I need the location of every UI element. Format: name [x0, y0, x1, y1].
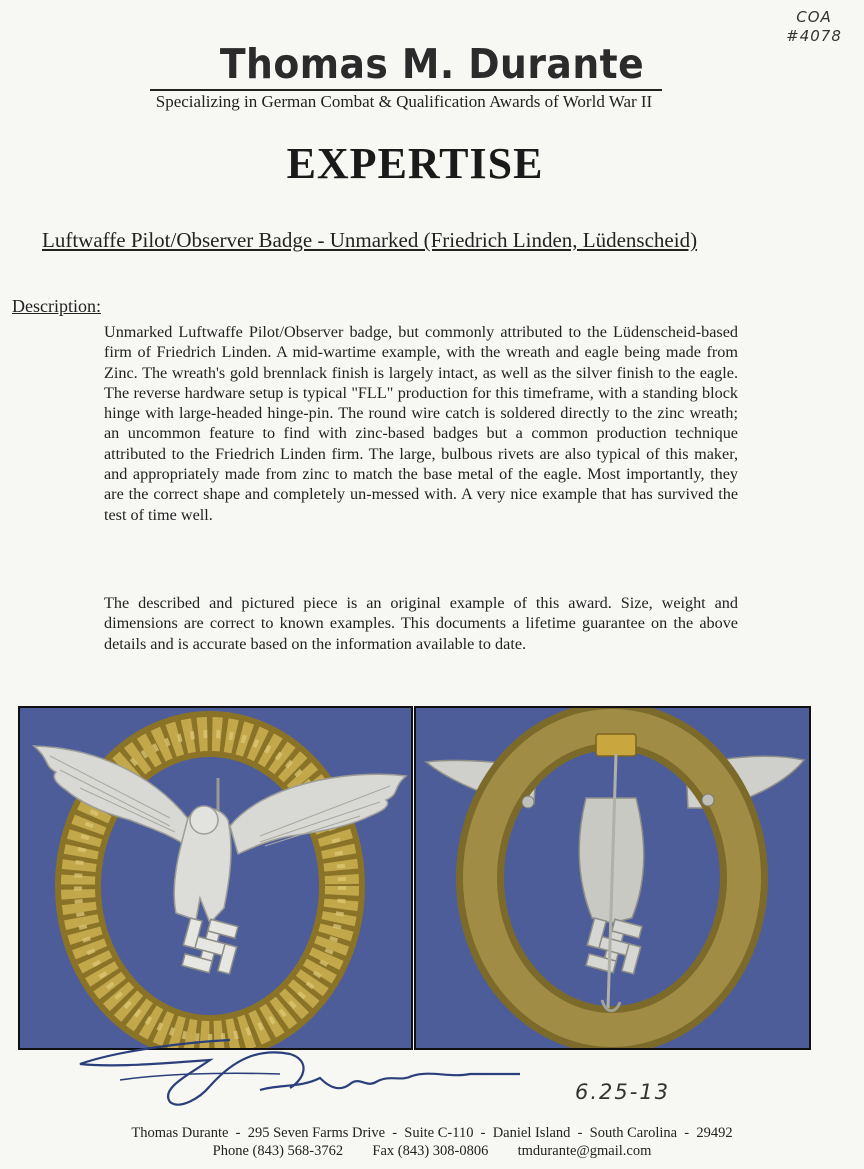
signature-date: 6.25-13: [575, 1080, 671, 1104]
footer-name: Thomas Durante: [131, 1125, 229, 1141]
letterhead-divider: [150, 89, 662, 91]
coa-label: COA: [796, 8, 832, 26]
coa-number: #4078: [786, 27, 842, 45]
handwritten-signature: [60, 1018, 520, 1128]
footer-fax: Fax (843) 308-0806: [372, 1143, 489, 1159]
description-label: Description:: [12, 296, 101, 316]
footer-city: Daniel Island: [492, 1125, 571, 1141]
footer-street: 295 Seven Farms Drive: [247, 1125, 386, 1141]
letterhead-name: Thomas M. Durante: [219, 40, 645, 88]
footer-state: South Carolina: [589, 1125, 678, 1141]
badge-reverse-photo: [414, 706, 811, 1050]
letterhead-tagline: Specializing in German Combat & Qualification Awards of World War II: [155, 92, 653, 111]
footer-zip: 29492: [696, 1125, 733, 1141]
footer-address: Thomas Durante - 295 Seven Farms Drive - Suite C-110 - Daniel Island - South Carolina - 29492: [131, 1125, 733, 1141]
document-title: EXPERTISE: [286, 139, 544, 188]
badge-front-photo: [18, 706, 413, 1050]
footer-email[interactable]: tmdurante@gmail.com: [517, 1143, 652, 1159]
footer-contact: [0, 1143, 864, 1160]
description-paragraph: Unmarked Luftwaffe Pilot/Observer badge, but commonly attributed to the Lüdenscheid-based firm of Friedrich Linden. A mid-wartime example, with the wreath and eagle being made from Zinc. The wreath's gold brennlack finish is largely intact, as well as the silver finish to the eagle. The reverse hardware setup is typical "FLL" production for this timeframe, with a standing block hinge with large-headed hinge-pin. The round wire catch is soldered directly to the zinc wreath; an uncommon feature to find with zinc-based badges but a common production technique attributed to the Friedrich Linden firm. The large, bulbous rivets are also typical of this maker, and appropriately made from zinc to match the base metal of the eagle. Most importantly, they are the correct shape and completely un-messed with. A very nice example that has survived the test of time well.: [104, 323, 738, 524]
footer-suite: Suite C-110: [404, 1125, 474, 1141]
guarantee-paragraph: The described and pictured piece is an original example of this award. Size, weight and dimensions are correct to known examples. This documents a lifetime guarantee on the above details and is accurate based on the information available to date.: [104, 594, 738, 653]
footer-phone: Phone (843) 568-3762: [212, 1143, 344, 1159]
item-subject: Luftwaffe Pilot/Observer Badge - Unmarked (Friedrich Linden, Lüdenscheid): [42, 228, 698, 252]
